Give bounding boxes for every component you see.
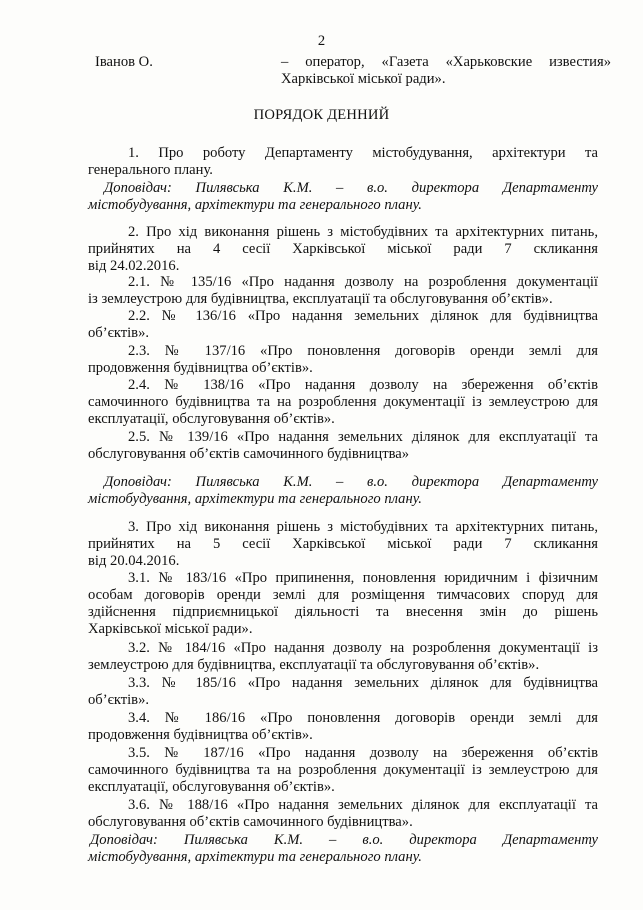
text-line: обслуговування об’єктів самочинного будівництва». [88, 814, 413, 830]
text-line: Доповідач: Пилявська К.М. – в.о. директора Департаменту [104, 474, 598, 490]
agenda-item-3 [88, 519, 598, 570]
text-line: 3.1. № 183/16 «Про припинення, поновлення юридичним і фізичним [128, 570, 598, 586]
text-line: 2.2. № 136/16 «Про надання земельних ділянок для будівництва [128, 308, 598, 324]
text-line: 3.4. № 186/16 «Про поновлення договорів оренди землі для [128, 710, 598, 726]
agenda-item-2-1 [88, 274, 598, 308]
text-line: містобудування, архітектури та генерального плану. [88, 197, 422, 213]
agenda-item-3-3 [88, 675, 598, 709]
text-line: генерального плану. [88, 162, 213, 178]
text-line: із землеустрою для будівництва, експлуатації та обслуговування об’єктів». [88, 291, 553, 307]
text-line: 3. Про хід виконання рішень з містобудівних та архітектурних питань, [128, 519, 598, 535]
text-line: 3.6. № 188/16 «Про надання земельних ділянок для експлуатації та [128, 797, 598, 813]
text-line: 3.2. № 184/16 «Про надання дозволу на розроблення документації із [128, 640, 598, 656]
text-line: 1. Про роботу Департаменту містобудування, архітектури та [128, 145, 598, 161]
text-line: 2.3. № 137/16 «Про поновлення договорів оренди землі для [128, 343, 598, 359]
agenda-item-1 [88, 145, 598, 179]
text-line: 2. Про хід виконання рішень з містобудівних та архітектурних питань, [128, 224, 598, 240]
text-line: від 20.04.2016. [88, 553, 180, 569]
text-line: землеустрою для будівництва, експлуатації та обслуговування об’єктів». [88, 657, 540, 673]
speaker-3 [88, 832, 598, 866]
agenda-item-3-6 [88, 797, 598, 831]
text-line: 3.5. № 187/16 «Про надання дозволу на збереження об’єктів [128, 745, 598, 761]
agenda-item-3-5 [88, 745, 598, 796]
text-line: містобудування, архітектури та генерального плану. [88, 491, 422, 507]
agenda-item-3-2 [88, 640, 598, 674]
text-line: прийнятих на 4 сесії Харківської міської ради 7 скликання [88, 241, 598, 257]
text-line: самочинного будівництва та на розроблення документації із землеустрою для [88, 762, 598, 778]
attendee-role-line: – оператор, «Газета «Харьковские известия» [281, 54, 611, 70]
text-line: 2.4. № 138/16 «Про надання дозволу на збереження об’єктів [128, 377, 598, 393]
text-line: експлуатації, обслуговування об’єктів». [88, 411, 335, 427]
speaker-2 [88, 474, 598, 508]
text-line: містобудування, архітектури та генерального плану. [88, 849, 422, 865]
text-line: 2.1. № 135/16 «Про надання дозволу на розроблення документації [128, 274, 598, 290]
attendee-role [281, 54, 611, 88]
text-line: продовження будівництва об’єктів». [88, 727, 313, 743]
text-line: особам договорів оренди землі для розміщення тимчасових споруд для [88, 587, 598, 603]
text-line: Харківської міської ради». [88, 621, 253, 637]
text-line: експлуатації, обслуговування об’єктів». [88, 779, 335, 795]
text-line: прийнятих на 5 сесії Харківської міської ради 7 скликання [88, 536, 598, 552]
agenda-item-3-1 [88, 570, 598, 638]
text-line: продовження будівництва об’єктів». [88, 360, 313, 376]
agenda-title: ПОРЯДОК ДЕННИЙ [253, 107, 390, 123]
text-line: об’єктів». [88, 692, 150, 708]
text-line: 3.3. № 185/16 «Про надання земельних ділянок для будівництва [128, 675, 598, 691]
agenda-item-2 [88, 224, 598, 275]
agenda-item-3-4 [88, 710, 598, 744]
text-line: Доповідач: Пилявська К.М. – в.о. директора Департаменту [90, 832, 598, 848]
text-line: обслуговування об’єктів самочинного будівництва» [88, 446, 410, 462]
agenda-item-2-5 [88, 429, 598, 463]
attendee-role-line: Харківської міської ради». [281, 71, 446, 87]
agenda-item-2-2 [88, 308, 598, 342]
text-line: від 24.02.2016. [88, 258, 180, 274]
speaker-1 [88, 180, 598, 214]
text-line: об’єктів». [88, 325, 150, 341]
text-line: самочинного будівництва та на розроблення документації із землеустрою для [88, 394, 598, 410]
agenda-item-2-4 [88, 377, 598, 428]
text-line: здійснення підприємницької діяльності та внесення змін до рішень [88, 604, 598, 620]
agenda-item-2-3 [88, 343, 598, 377]
attendee-name: Іванов О. [95, 54, 153, 70]
text-line: Доповідач: Пилявська К.М. – в.о. директора Департаменту [104, 180, 598, 196]
page-number: 2 [317, 33, 326, 49]
text-line: 2.5. № 139/16 «Про надання земельних ділянок для експлуатації та [128, 429, 598, 445]
